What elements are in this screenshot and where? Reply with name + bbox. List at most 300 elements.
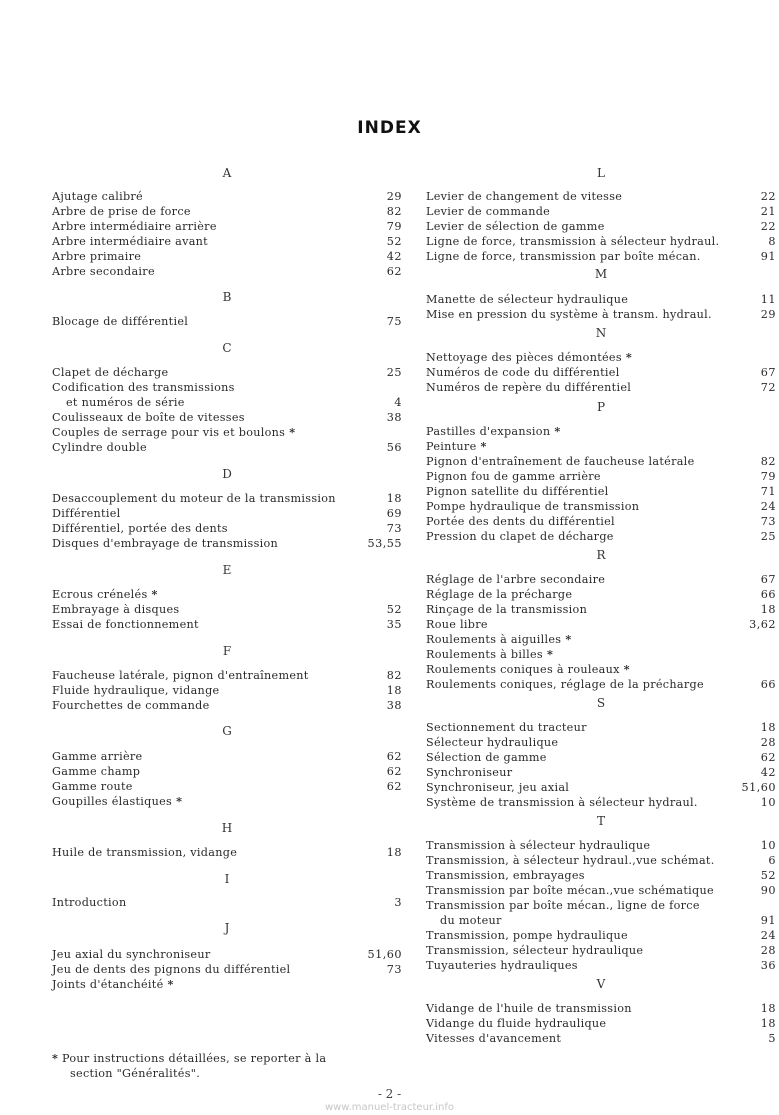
index-entry-label-wrap — [52, 491, 336, 506]
index-entry — [52, 234, 402, 249]
index-entry — [52, 749, 402, 764]
index-entry-page: 21 — [760, 205, 776, 218]
index-entry — [426, 602, 776, 617]
index-entry-label: Rinçage de la transmission — [426, 603, 588, 616]
index-entry-page: 73 — [386, 522, 402, 535]
index-entry-label: Arbre primaire — [52, 250, 142, 263]
index-entry-label-wrap — [52, 189, 143, 204]
index-entry-page: 24 — [760, 500, 776, 513]
index-entry-label: Vidange du fluide hydraulique — [426, 1017, 607, 1030]
index-entry-label-wrap — [426, 1031, 561, 1046]
index-entry-label: Faucheuse latérale, pignon d'entraînement — [52, 669, 309, 682]
index-entry-page: 51,60 — [741, 781, 776, 794]
index-entry — [52, 536, 402, 551]
asterisk-icon: * — [625, 350, 633, 364]
index-entry-label-wrap — [426, 838, 650, 853]
index-entry-label: Nettoyage des pièces démontées — [426, 351, 622, 364]
index-entry — [426, 1016, 776, 1031]
index-entry-label: Ecrous crénelés — [52, 588, 148, 601]
index-entry — [426, 958, 776, 973]
index-entry — [52, 947, 402, 962]
index-entry-page: 10 — [760, 839, 776, 852]
index-entry-label: Différentiel, portée des dents — [52, 522, 228, 535]
index-entry-label: Ligne de force, transmission par boîte mécan. — [426, 250, 701, 263]
index-entry-label-wrap — [426, 424, 561, 439]
index-entry-page: 3,62 — [749, 618, 776, 631]
index-entry — [426, 913, 776, 928]
index-entry — [52, 506, 402, 521]
index-entry-page: 18 — [760, 603, 776, 616]
index-entry-label-wrap — [426, 234, 719, 249]
index-entry — [426, 365, 776, 380]
index-entry — [426, 750, 776, 765]
watermark: www.manuel-tracteur.info — [324, 1102, 455, 1113]
index-entry-label-wrap — [426, 677, 704, 692]
index-entry — [426, 853, 776, 868]
index-entry-label: Numéros de code du différentiel — [426, 366, 620, 379]
index-entry-page: 82 — [760, 455, 776, 468]
index-entry-label-wrap — [426, 632, 571, 647]
index-entry — [426, 469, 776, 484]
index-entry-page: 62 — [386, 765, 402, 778]
index-entry — [426, 219, 776, 234]
index-entry-label-wrap — [426, 780, 569, 795]
footnote — [52, 1051, 392, 1081]
index-entry — [52, 189, 402, 204]
index-entry-page: 22 — [760, 220, 776, 233]
index-entry-label: Vitesses d'avancement — [426, 1032, 562, 1045]
index-entry-page: 52 — [386, 235, 402, 248]
index-entry-page: 42 — [386, 250, 402, 263]
index-entry-page: 56 — [386, 441, 402, 454]
index-entry-label: Roue libre — [426, 618, 488, 631]
section-letter: S — [596, 696, 606, 710]
index-entry-page: 11 — [760, 293, 776, 306]
asterisk-icon: * — [623, 662, 630, 676]
index-entry-label: Transmission par boîte mécan., ligne de force — [426, 899, 700, 912]
index-entry-label-wrap — [426, 602, 587, 617]
index-entry-label: Desaccouplement du moteur de la transmission — [52, 492, 336, 505]
index-entry-label: Coulisseaux de boîte de vitesses — [52, 411, 245, 424]
index-entry-label: Différentiel — [52, 507, 121, 520]
index-entry-label: Joints d'étanchéité — [52, 978, 164, 991]
page-number: - 2 - — [377, 1087, 402, 1101]
index-entry-label: Disques d'embrayage de transmission — [52, 537, 279, 550]
index-entry-label-wrap — [52, 947, 210, 962]
index-entry-label: Cylindre double — [52, 441, 147, 454]
index-entry-label-wrap — [52, 779, 133, 794]
section-letter: F — [222, 644, 232, 658]
index-entry — [52, 587, 402, 602]
index-entry-label: Levier de commande — [426, 205, 551, 218]
index-entry-page: 67 — [760, 366, 776, 379]
index-entry-label-wrap — [426, 647, 553, 662]
index-entry-label-wrap — [52, 314, 188, 329]
index-entry-page: 71 — [760, 485, 776, 498]
index-entry-page: 6 — [768, 854, 776, 867]
index-entry-label-wrap — [52, 506, 121, 521]
index-entry-label-wrap — [426, 204, 550, 219]
index-entry-page: 91 — [760, 250, 776, 263]
index-entry-page: 52 — [760, 869, 776, 882]
index-entry-page: 82 — [386, 669, 402, 682]
index-entry-label: Blocage de différentiel — [52, 315, 189, 328]
index-entry-label-wrap — [52, 380, 235, 395]
index-entry-label-wrap — [52, 536, 278, 551]
index-entry-label-wrap — [52, 683, 219, 698]
section-letter: V — [596, 977, 606, 991]
index-entry — [426, 189, 776, 204]
index-entry-label: Transmission, pompe hydraulique — [426, 929, 628, 942]
index-entry-label: Sélection de gamme — [426, 751, 547, 764]
index-entry-page: 28 — [760, 736, 776, 749]
index-entry — [426, 720, 776, 735]
index-entry-label: Transmission, sélecteur hydraulique — [426, 944, 644, 957]
index-entry — [52, 764, 402, 779]
index-entry-label: Transmission par boîte mécan.,vue schématique — [426, 884, 714, 897]
index-entry — [52, 425, 402, 440]
index-entry-page: 25 — [386, 366, 402, 379]
index-entry — [52, 617, 402, 632]
index-entry-label: Système de transmission à sélecteur hydraul. — [426, 796, 698, 809]
index-entry — [426, 1001, 776, 1016]
index-entry-label-wrap — [426, 529, 614, 544]
index-entry-page: 18 — [386, 492, 402, 505]
index-entry-label: Peinture — [426, 440, 477, 453]
index-entry — [52, 219, 402, 234]
index-entry — [52, 683, 402, 698]
index-entry-label-wrap — [52, 425, 295, 440]
index-entry-page: 72 — [760, 381, 776, 394]
index-entry — [426, 662, 776, 677]
index-entry-page: 73 — [386, 963, 402, 976]
index-entry-page: 52 — [386, 603, 402, 616]
index-entry-label: Réglage de la précharge — [426, 588, 573, 601]
index-entry — [426, 529, 776, 544]
index-entry-label: Transmission à sélecteur hydraulique — [426, 839, 651, 852]
section-letter: M — [594, 267, 608, 281]
index-entry — [52, 204, 402, 219]
index-entry-label-wrap — [52, 234, 208, 249]
section-letter: J — [224, 921, 230, 935]
index-entry-label-wrap — [426, 1001, 632, 1016]
asterisk-icon: * — [176, 794, 183, 808]
index-entry-label: Goupilles élastiques — [52, 795, 173, 808]
section-letter: T — [596, 814, 605, 828]
index-entry — [426, 943, 776, 958]
index-entry-label: Gamme arrière — [52, 750, 143, 763]
index-entry-page: 38 — [386, 699, 402, 712]
index-entry-label-wrap — [426, 469, 601, 484]
index-entry-page: 66 — [760, 678, 776, 691]
index-entry — [52, 962, 402, 977]
index-entry-label: Numéros de repère du différentiel — [426, 381, 632, 394]
index-entry-label-wrap — [426, 307, 712, 322]
index-entry-page: 3 — [394, 896, 402, 909]
index-entry — [426, 439, 776, 454]
index-entry-label: Introduction — [52, 896, 127, 909]
section-letter: E — [222, 563, 232, 577]
index-entry-label-wrap — [52, 204, 191, 219]
index-entry-label: Synchroniseur, jeu axial — [426, 781, 570, 794]
index-entry-page: 18 — [760, 1017, 776, 1030]
index-entry — [52, 314, 402, 329]
index-entry-label-wrap — [52, 521, 228, 536]
index-entry — [426, 765, 776, 780]
index-entry — [426, 1031, 776, 1046]
index-entry — [52, 845, 402, 860]
index-entry-page: 67 — [760, 573, 776, 586]
index-entry-label-wrap — [426, 484, 609, 499]
index-entry-label-wrap — [52, 749, 142, 764]
index-entry-label: Transmission, à sélecteur hydraul.,vue schémat. — [426, 854, 715, 867]
index-entry-label: Embrayage à disques — [52, 603, 180, 616]
index-entry-page: 18 — [386, 846, 402, 859]
index-entry-label: Pignon satellite du différentiel — [426, 485, 609, 498]
index-entry-label-wrap — [426, 898, 700, 913]
asterisk-icon: * — [289, 425, 296, 439]
index-entry-label: Jeu axial du synchroniseur — [52, 948, 211, 961]
index-entry-label: Arbre de prise de force — [52, 205, 191, 218]
index-entry-page: 79 — [386, 220, 402, 233]
index-entry-label: Arbre intermédiaire avant — [52, 235, 208, 248]
section-letter: G — [222, 724, 232, 738]
index-entry — [52, 249, 402, 264]
index-entry-label-wrap — [426, 439, 487, 454]
index-entry — [426, 883, 776, 898]
section-letter: L — [597, 166, 605, 180]
index-entry-page: 91 — [760, 914, 776, 927]
index-entry — [52, 395, 402, 410]
index-entry-label: Roulements coniques à rouleaux — [426, 663, 620, 676]
index-entry-label-wrap — [426, 1016, 606, 1031]
asterisk-icon: * — [167, 977, 174, 991]
index-entry-page: 62 — [386, 265, 402, 278]
index-entry — [426, 204, 776, 219]
index-entry-label-wrap — [52, 895, 126, 910]
asterisk-icon: * — [480, 439, 487, 453]
index-entry-label: Gamme champ — [52, 765, 141, 778]
index-entry — [426, 292, 776, 307]
index-entry-page: 24 — [760, 929, 776, 942]
index-entry — [426, 484, 776, 499]
index-entry-label-wrap — [426, 514, 615, 529]
index-entry — [426, 572, 776, 587]
index-entry-page: 90 — [760, 884, 776, 897]
index-entry — [426, 424, 776, 439]
index-entry-label: Couples de serrage pour vis et boulons — [52, 426, 286, 439]
index-entry-page: 29 — [760, 308, 776, 321]
index-entry-label: Jeu de dents des pignons du différentiel — [52, 963, 291, 976]
index-entry — [52, 365, 402, 380]
section-letter: P — [596, 400, 606, 414]
index-entry-label: Arbre secondaire — [52, 265, 155, 278]
index-entry-label-wrap — [52, 698, 210, 713]
index-entry-page: 4 — [394, 396, 402, 409]
index-entry-label: Clapet de décharge — [52, 366, 169, 379]
index-entry-page: 66 — [760, 588, 776, 601]
index-entry-label-wrap — [426, 454, 695, 469]
index-entry-page: 5 — [768, 1032, 776, 1045]
index-entry-label: Pression du clapet de décharge — [426, 530, 614, 543]
index-entry — [426, 454, 776, 469]
index-entry-label: Portée des dents du différentiel — [426, 515, 615, 528]
index-entry-label: Sélecteur hydraulique — [426, 736, 559, 749]
index-entry — [52, 410, 402, 425]
index-entry — [52, 602, 402, 617]
index-entry-label: Essai de fonctionnement — [52, 618, 199, 631]
index-entry — [426, 632, 776, 647]
index-entry-label-wrap — [52, 249, 141, 264]
footnote-line-1: Pour instructions détaillées, se reporter à la — [62, 1052, 327, 1065]
index-entry-label-wrap — [426, 958, 578, 973]
asterisk-icon: * — [546, 647, 554, 661]
index-entry-label-wrap — [426, 795, 698, 810]
section-letter: R — [596, 548, 606, 562]
asterisk-icon: * — [554, 424, 561, 438]
section-letter: C — [222, 341, 232, 355]
section-letter: I — [224, 872, 230, 886]
index-entry-label: Codification des transmissions — [52, 381, 235, 394]
index-entry-label: Roulements à aiguilles — [426, 633, 562, 646]
index-entry — [426, 795, 776, 810]
index-entry-label-wrap — [426, 380, 631, 395]
index-entry — [52, 794, 402, 809]
index-entry-label: Fluide hydraulique, vidange — [52, 684, 220, 697]
index-entry-label-wrap — [440, 913, 502, 928]
index-entry-label: Ligne de force, transmission à sélecteur hydraul. — [426, 235, 720, 248]
index-entry-label-wrap — [52, 617, 199, 632]
index-entry-label: Levier de sélection de gamme — [426, 220, 605, 233]
index-entry — [52, 491, 402, 506]
index-entry-label: Arbre intermédiaire arrière — [52, 220, 217, 233]
index-entry-label: et numéros de série — [66, 396, 185, 409]
index-entry — [426, 677, 776, 692]
index-entry — [52, 440, 402, 455]
index-entry-label-wrap — [426, 928, 628, 943]
index-entry-label-wrap — [426, 765, 512, 780]
index-entry-label-wrap — [52, 365, 168, 380]
index-entry-page: 18 — [386, 684, 402, 697]
index-entry — [426, 928, 776, 943]
index-entry-label: Sectionnement du tracteur — [426, 721, 587, 734]
index-entry-label-wrap — [426, 587, 572, 602]
index-entry-label-wrap — [52, 962, 290, 977]
index-entry-label-wrap — [426, 883, 714, 898]
index-entry — [426, 898, 776, 913]
index-entry-page: 10 — [760, 796, 776, 809]
index-entry-label-wrap — [52, 440, 147, 455]
index-entry — [426, 735, 776, 750]
index-entry — [52, 521, 402, 536]
index-entry-label: Pignon fou de gamme arrière — [426, 470, 601, 483]
index-entry-label: Mise en pression du système à transm. hydraul. — [426, 308, 712, 321]
index-entry-label: Fourchettes de commande — [52, 699, 210, 712]
index-entry-label-wrap — [426, 943, 643, 958]
index-entry-label-wrap — [426, 853, 715, 868]
section-letter: B — [222, 290, 232, 304]
index-entry-label: Roulements à billes — [426, 648, 543, 661]
index-entry-label-wrap — [52, 845, 237, 860]
index-entry-label: Tuyauteries hydrauliques — [426, 959, 578, 972]
index-entry — [52, 895, 402, 910]
index-entry-label: Huile de transmission, vidange — [52, 846, 238, 859]
index-entry-page: 82 — [386, 205, 402, 218]
index-entry-page: 18 — [760, 1002, 776, 1015]
index-entry — [426, 307, 776, 322]
index-entry-page: 53,55 — [367, 537, 402, 550]
index-entry-label-wrap — [52, 764, 140, 779]
index-entry — [52, 380, 402, 395]
index-entry-label: Levier de changement de vitesse — [426, 190, 623, 203]
index-entry-label-wrap — [426, 365, 620, 380]
index-entry-page: 36 — [760, 959, 776, 972]
index-entry — [426, 514, 776, 529]
index-entry-label: Gamme route — [52, 780, 133, 793]
index-entry-page: 62 — [386, 780, 402, 793]
index-entry — [52, 668, 402, 683]
index-entry — [426, 647, 776, 662]
index-entry-label: Ajutage calibré — [52, 190, 143, 203]
index-entry-label: Pompe hydraulique de transmission — [426, 500, 640, 513]
index-entry — [426, 234, 776, 249]
index-entry-page: 18 — [760, 721, 776, 734]
index-entry — [426, 499, 776, 514]
index-entry-page: 35 — [386, 618, 402, 631]
index-entry — [426, 780, 776, 795]
index-entry-page: 62 — [760, 751, 776, 764]
index-entry-label-wrap — [426, 219, 605, 234]
index-entry-label: Roulements coniques, réglage de la précharge — [426, 678, 704, 691]
index-entry-label-wrap — [426, 249, 701, 264]
index-entry-label-wrap — [52, 264, 155, 279]
index-entry-page: 69 — [386, 507, 402, 520]
index-entry-page: 51,60 — [367, 948, 402, 961]
footnote-star: * — [52, 1051, 59, 1065]
index-entry-label-wrap — [52, 977, 174, 992]
asterisk-icon: * — [565, 632, 572, 646]
index-entry-page: 28 — [760, 944, 776, 957]
index-entry-page: 75 — [386, 315, 402, 328]
footnote-line-2: section "Généralités". — [70, 1067, 201, 1080]
index-entry-label: Pignon d'entraînement de faucheuse latérale — [426, 455, 695, 468]
index-entry-label-wrap — [426, 750, 547, 765]
index-entry-page: 38 — [386, 411, 402, 424]
index-entry — [426, 587, 776, 602]
index-entry — [52, 779, 402, 794]
index-entry-page: 25 — [760, 530, 776, 543]
index-entry-page: 73 — [760, 515, 776, 528]
index-entry-label-wrap — [426, 572, 605, 587]
index-entry-label-wrap — [66, 395, 185, 410]
asterisk-icon: * — [151, 587, 158, 601]
index-entry-label-wrap — [426, 735, 558, 750]
index-entry-label: Manette de sélecteur hydraulique — [426, 293, 629, 306]
index-entry-label-wrap — [52, 668, 309, 683]
index-entry — [52, 264, 402, 279]
index-entry-label-wrap — [52, 410, 245, 425]
index-entry-label-wrap — [426, 720, 587, 735]
index-entry-label-wrap — [52, 794, 182, 809]
index-entry-page: 29 — [386, 190, 402, 203]
index-entry — [52, 698, 402, 713]
index-entry-label-wrap — [52, 587, 158, 602]
index-entry — [426, 249, 776, 264]
index-entry-label: du moteur — [440, 914, 502, 927]
index-entry-label-wrap — [426, 662, 630, 677]
index-entry-page: 79 — [760, 470, 776, 483]
index-entry-label: Pastilles d'expansion — [426, 425, 551, 438]
